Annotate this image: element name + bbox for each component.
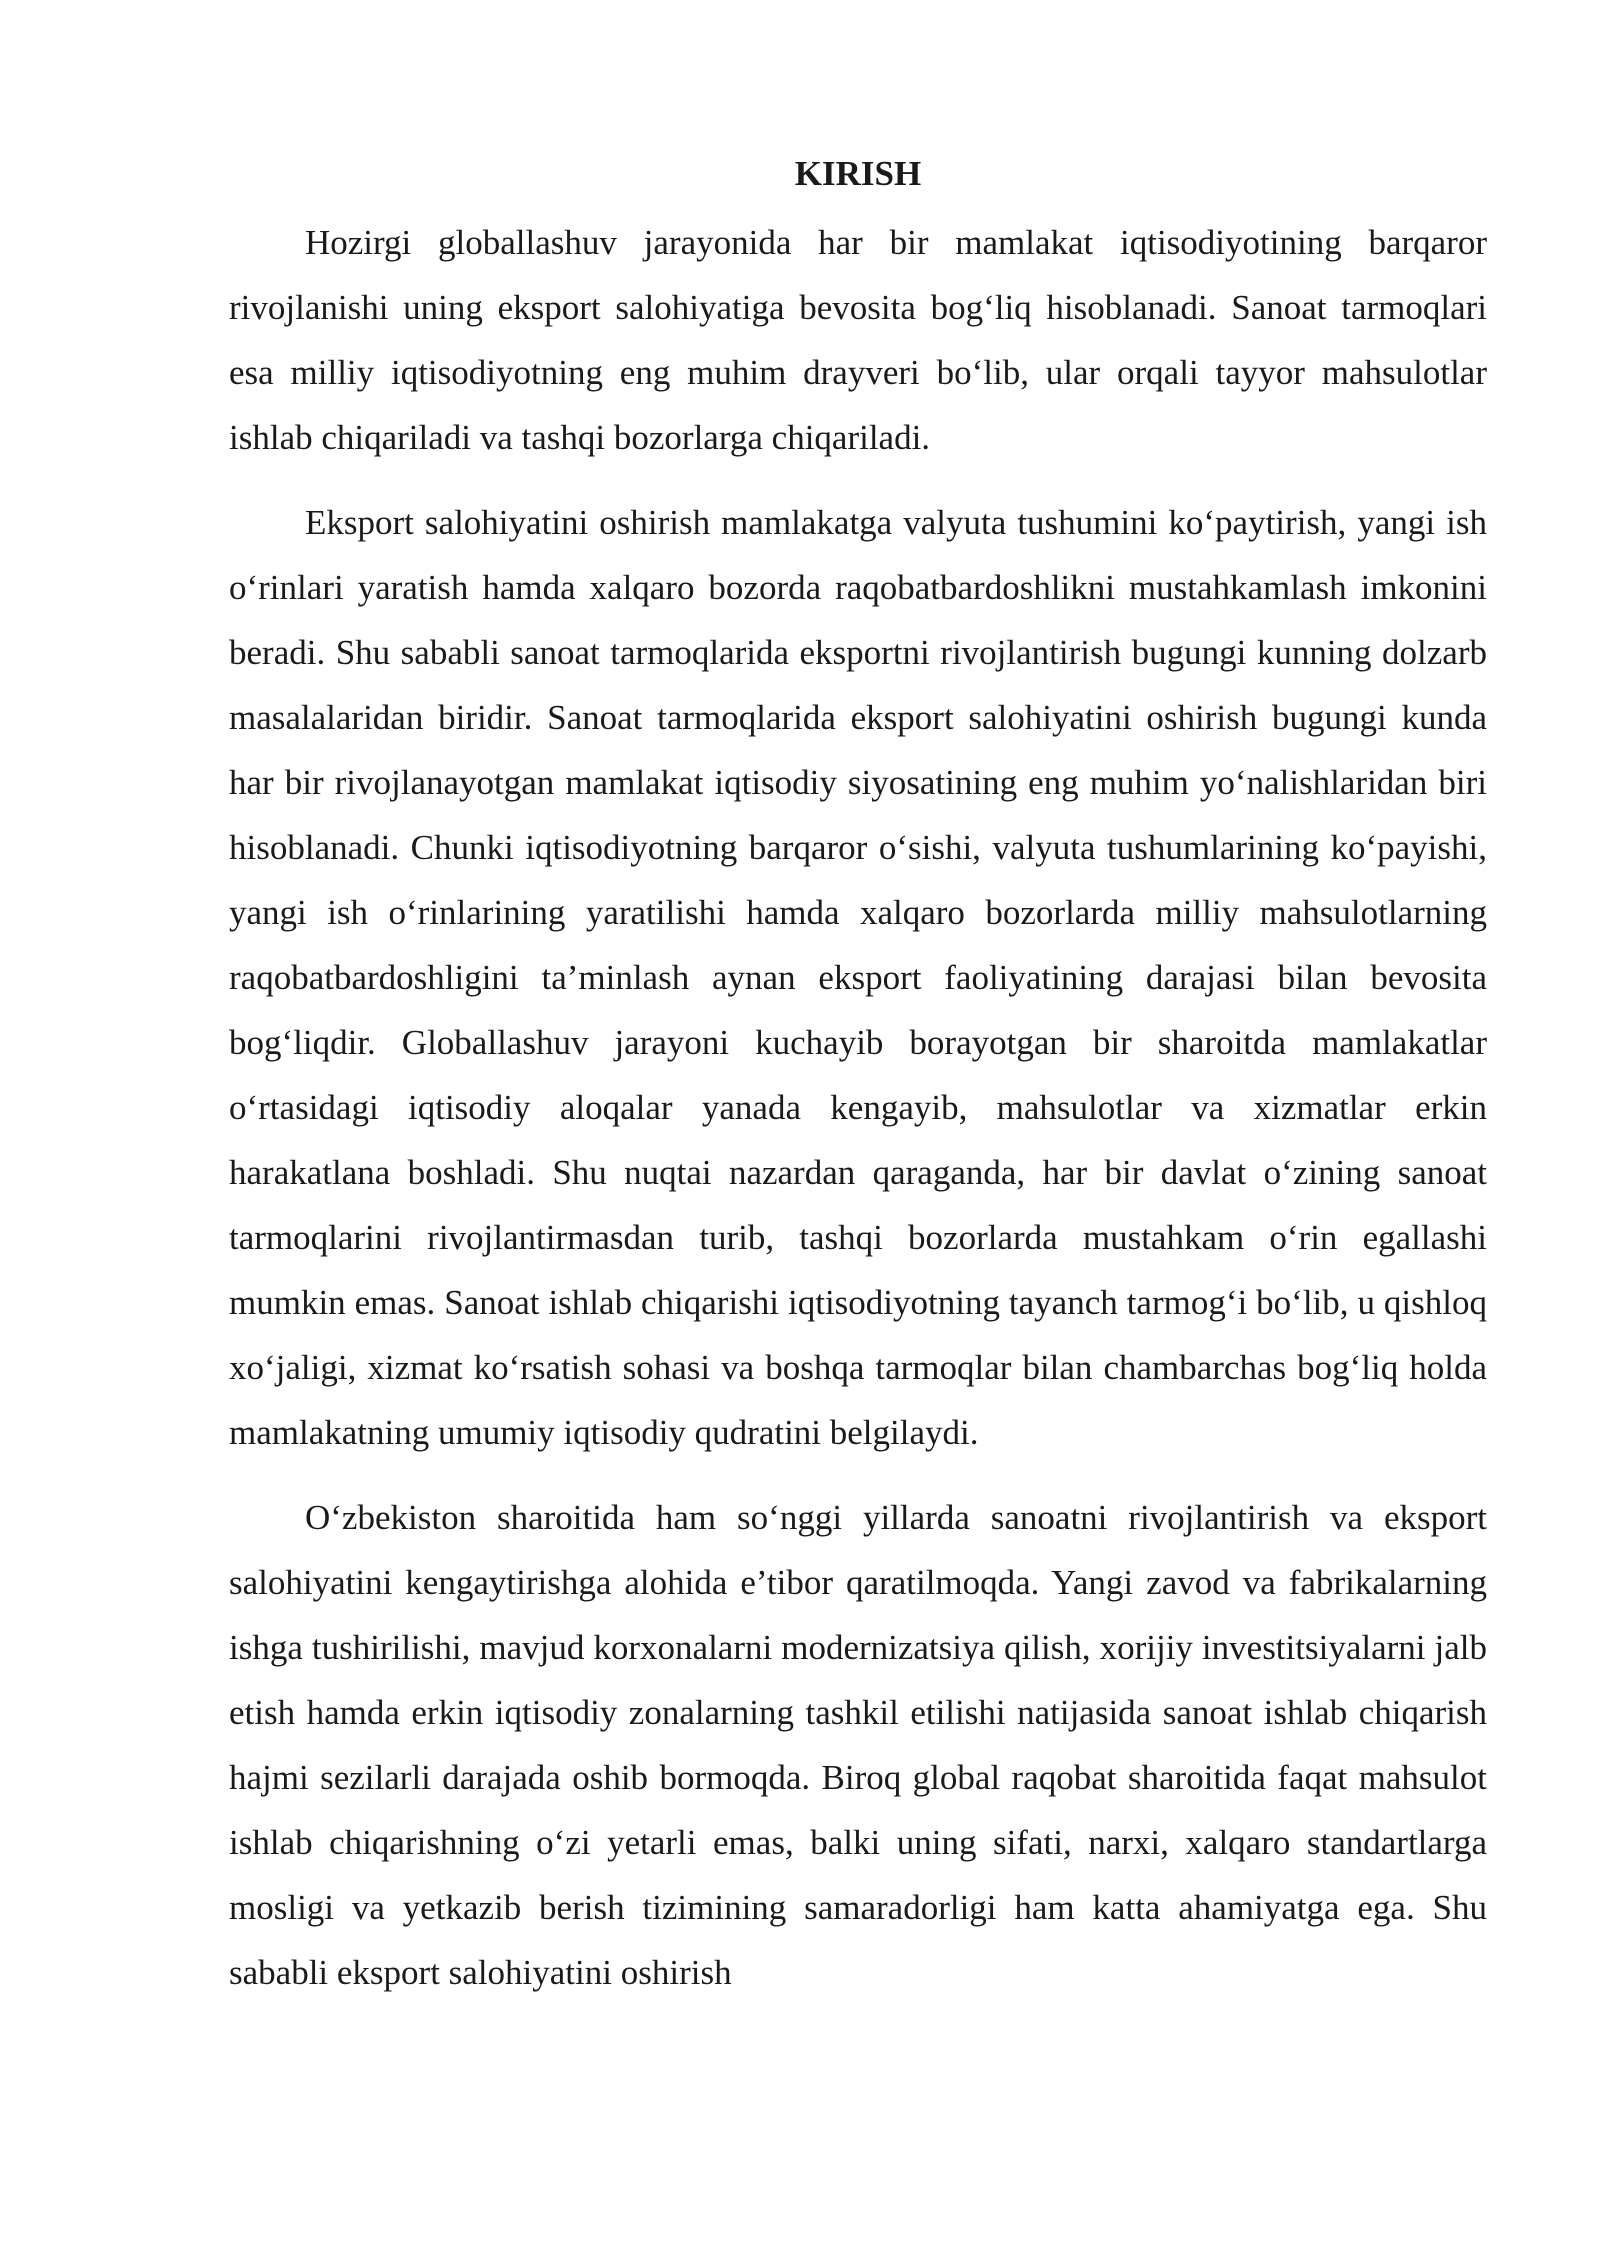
paragraph-1: Hozirgi globallashuv jarayonida har bir mamlakat iqtisodiyotining barqaror rivojlanishi uning eksport salohiyatiga bevosita bog‘liq hisoblanadi. Sanoat tarmoqlari esa milliy iqtisodiyotning eng muhim drayveri bo‘lib, ular orqali tayyor mahsulotlar ishlab chiqariladi va tashqi bozorlarga chiqariladi. — [229, 223, 1487, 457]
paragraph-3: O‘zbekiston sharoitida ham so‘nggi yillarda sanoatni rivojlantirish va eksport salohiyatini kengaytirishga alohida e’tibor qaratilmoqda. Yangi zavod va fabrikalarning ishga tushirilishi, mavjud korxonalarni modernizatsiya qilish, xorijiy investitsiyalarni jalb etish hamda erkin iqtisodiy zonalarning tashkil etilishi natijasida sanoat ishlab chiqarish hajmi sezilarli darajada oshib bormoqda. Biroq global raqobat sharoitida faqat mahsulot ishlab chiqarishning o‘zi yetarli emas, balki uning sifati, narxi, xalqaro standartlarga mosligi va yetkazib berish tizimining samaradorligi ham katta ahamiyatga ega. Shu sababli eksport salohiyatini oshirish — [229, 1498, 1487, 1992]
document-body — [229, 150, 1487, 2025]
paragraph-2: Eksport salohiyatini oshirish mamlakatga valyuta tushumini ko‘paytirish, yangi ish o‘rinlari yaratish hamda xalqaro bozorda raqobatbardoshlikni mustahkamlash imkonini beradi. Shu sababli sanoat tarmoqlarida eksportni rivojlantirish bugungi kunning dolzarb masalalaridan biridir. Sanoat tarmoqlarida eksport salohiyatini oshirish bugungi kunda har bir rivojlanayotgan mamlakat iqtisodiy siyosatining eng muhim yo‘nalishlaridan biri hisoblanadi. Chunki iqtisodiyotning barqaror o‘sishi, valyuta tushumlarining ko‘payishi, yangi ish o‘rinlarining yaratilishi hamda xalqaro bozorlarda milliy mahsulotlarning raqobatbardoshligini ta’minlash aynan eksport faoliyatining darajasi bilan bevosita bog‘liqdir. Globallashuv jarayoni kuchayib borayotgan bir sharoitda mamlakatlar o‘rtasidagi iqtisodiy aloqalar yanada kengayib, mahsulotlar va xizmatlar erkin harakatlana boshladi. Shu nuqtai nazardan qaraganda, har bir davlat o‘zining sanoat tarmoqlarini rivojlantirmasdan turib, tashqi bozorlarda mustahkam o‘rin egallashi mumkin emas. Sanoat ishlab chiqarishi iqtisodiyotning tayanch tarmog‘i bo‘lib, u qishloq xo‘jaligi, xizmat ko‘rsatish sohasi va boshqa tarmoqlar bilan chambarchas bog‘liq holda mamlakatning umumiy iqtisodiy qudratini belgilaydi. — [229, 503, 1487, 1452]
page-title: KIRISH — [794, 154, 922, 193]
